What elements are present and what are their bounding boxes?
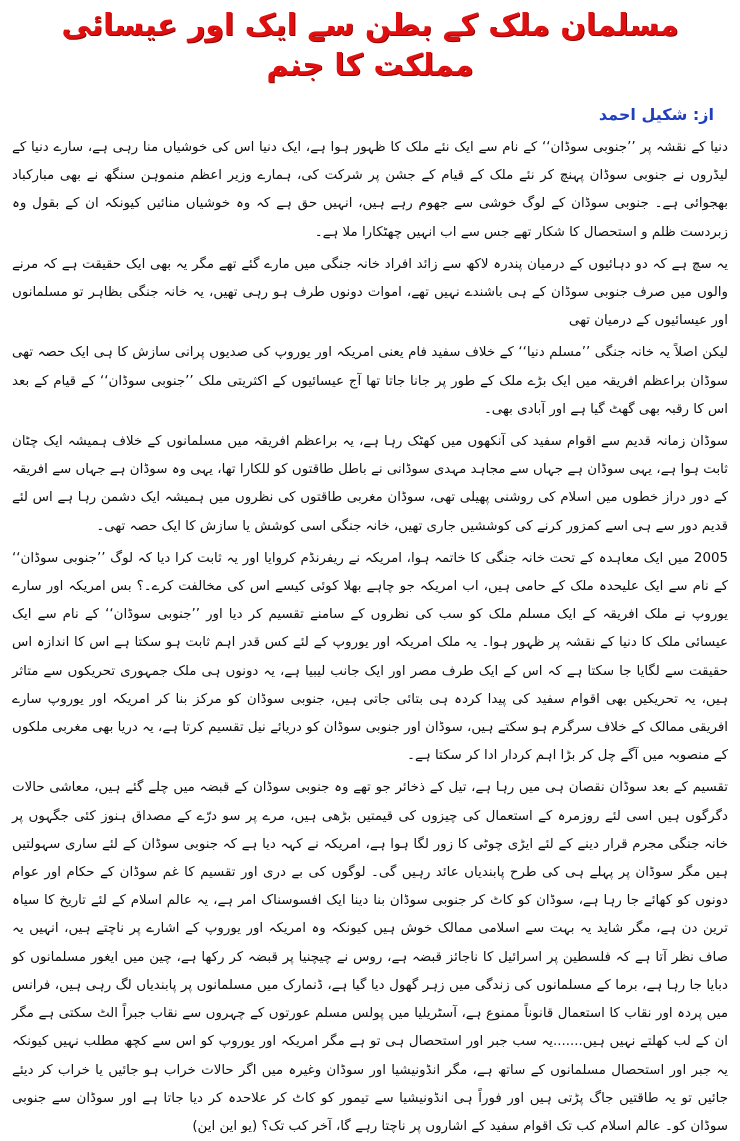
article-title: مسلمان ملک کے بطن سے ایک اور عیسائی مملکت کا جنم — [61, 8, 679, 83]
article-paragraph-5: 2005 میں ایک معاہدہ کے تحت خانہ جنگی کا خاتمہ ہوا، امریکہ نے ریفرنڈم کروایا اور یہ ثابت کرا دیا کہ لوگ ’’جنوبی سوڈان‘‘ کے نام سے ایک علیحدہ ملک کے حامی ہیں، اب امریکہ جو چاہے بھلا کوئی کیسے اس کی مخالفت کرے۔؟ بس امریکہ اور سارے یوروپ نے ملک افریقہ کے ایک مسلم ملک کو سب کی نظروں کے سامنے تقسیم کر دیا اور ’’جنوبی سوڈان‘‘ کے نام سے ایک عیسائی ملک کا دنیا کے نقشہ پر ظہور ہوا۔ یہ ملک امریکہ اور یوروپ کے لئے کس قدر اہم ثابت ہو سکتا ہے اس کا اندازہ اس حقیقت سے لگایا جا سکتا ہے کہ اس کے ایک طرف مصر اور ایک جانب لیبیا ہے، یہ دونوں ہی ملک جمہوری تحریکوں سے متاثر ہیں، یہ تحریکیں بھی اقوام سفید کی پیدا کردہ ہی بتائی جاتی ہیں، جنوبی سوڈان کو مرکز بنا کر امریکہ اور یوروپ سارے افریقی ممالک کے خلاف سرگرم ہو سکتے ہیں، سوڈان اور جنوبی سوڈان کو دریائے نیل تقسیم کرتا ہے، یہ دریا بھی مغربی ملکوں کے منصوبہ میں آگے چل کر بڑا اہم کردار ادا کر سکتا ہے۔ — [12, 550, 728, 764]
article-page — [0, 6, 740, 1134]
article-body — [12, 134, 728, 1141]
article-paragraph-2: یہ سچ ہے کہ دو دہائیوں کے درمیان پندرہ لاکھ سے زائد افراد خانہ جنگی میں مارے گئے تھے مگر یہ بھی ایک حقیقت ہے کہ مرنے والوں میں صرف جنوبی سوڈان کے ہی باشندے نہیں تھے، اموات دونوں طرف ہو رہی تھیں، یہ خانہ جنگی بظاہر تو مسلمانوں اور عیسائیوں کے درمیان تھی — [12, 256, 728, 329]
article-paragraph-6: تقسیم کے بعد سوڈان نقصان ہی میں رہا ہے، تیل کے ذخائر جو تھے وہ جنوبی سوڈان کے قبضہ میں چلے گئے ہیں، معاشی حالات دگرگوں ہیں اسی لئے روزمرہ کے استعمال کی چیزوں کی قیمتیں بڑھی ہیں، مرے پر سو درّے کے مصداق ہنوز کئی جگہوں پر خانہ جنگی مجرم قرار دینے کے لئے ایڑی چوٹی کا زور لگا ہوا ہے، امریکہ نے کہہ دیا ہے کہ جنوبی سوڈان کے لئے ساری سہولتیں ہیں مگر سوڈان پر پہلے ہی کی طرح پابندیاں عائد رہیں گی۔ لوگوں کی بے دری اور تقسیم کا غم سوڈان کے حکام اور عوام دونوں کو کھائے جا رہا ہے، سوڈان کو کاٹ کر جنوبی سوڈان بنا دینا ایک افسوسناک امر ہے، یہ عالم اسلام کے لئے تاریخ کا سیاہ ترین دن ہے، مگر شاید یہ بہت سے اسلامی ممالک خوش ہیں کیونکہ وہ امریکہ اور یوروپ کے اشارے پر ناچتے ہیں، انہیں یہ صاف نظر آتا ہے کہ فلسطین پر اسرائیل کا ناجائز قبضہ ہے، روس نے چیچنیا پر قبضہ کر رکھا ہے، چین میں ایغور مسلمانوں کو دبایا جا رہا ہے، برما کے مسلمانوں کی زندگی میں زہر گھول دیا گیا ہے، ڈنمارک میں مسلمانوں پر پابندیاں لگ رہی ہیں، فرانس میں پردہ اور نقاب کا استعمال قانوناً ممنوع ہے، آسٹریلیا میں پولس مسلم عورتوں کے چہروں سے نقاب جبراً الٹ سکتی ہے مگر ان کے لب کھلتے نہیں ہیں.......یہ سب جبر اور استحصال ہی تو ہے مگر امریکہ اور یوروپ کو اس سے کچھ مطلب نہیں کیونکہ یہ جبر اور استحصال مسلمانوں کے ساتھ ہے، مگر انڈونیشیا اور سوڈان وغیرہ میں اگر حالات خراب ہو جائیں یا خراب کر دیئے جائیں تو یہ طاقتیں جاگ پڑتی ہیں اور فوراً ہی انڈونیشیا سے تیمور کو کاٹ کر علاحدہ کر دیا جاتا ہے اور سوڈان سے جنوبی سوڈان کو۔ عالم اسلام کب تک اقوام سفید کے اشاروں پر ناچتا رہے گا، آخر کب تک؟ (یو این این) — [12, 780, 728, 1134]
article-paragraph-3: لیکن اصلاً یہ خانہ جنگی ’’مسلم دنیا‘‘ کے خلاف سفید فام یعنی امریکہ اور یوروپ کی صدیوں پرانی سازش کا ہی ایک حصہ تھی سوڈان براعظم افریقہ میں ایک بڑے ملک کے طور پر جانا جاتا تھا آج عیسائیوں کے اکثریتی ملک ’’جنوبی سوڈان‘‘ کے قیام کے بعد اس کا رقبہ بھی گھٹ گیا ہے اور آبادی بھی۔ — [12, 345, 728, 417]
article-paragraph-4: سوڈان زمانہ قدیم سے اقوام سفید کی آنکھوں میں کھٹک رہا ہے، یہ براعظم افریقہ میں مسلمانوں کے خلاف ہمیشہ ایک چٹان ثابت ہوا ہے، یہی سوڈان ہے جہاں سے مجاہد مہدی سوڈانی نے باطل طاقتوں کو للکارا تھا، یہی وہ سوڈان ہے جہاں سے افریقہ کے دور دراز خطوں میں اسلام کی روشنی پھیلی تھی، سوڈان مغربی طاقتوں کی نظروں میں ہمیشہ ایک دشمن رہا ہے اس لئے قدیم دور سے ہی اسے کمزور کرنے کی کوششیں جاری تھیں، خانہ جنگی اسی کوشش یا سازش کا ایک حصہ تھی۔ — [12, 434, 728, 534]
article-paragraph-1: دنیا کے نقشہ پر ’’جنوبی سوڈان‘‘ کے نام سے ایک نئے ملک کا ظہور ہوا ہے، ایک دنیا اس کی خوشیاں منا رہی ہے، سارے دنیا کے لیڈروں نے جنوبی سوڈان پہنچ کر نئے ملک کے قیام کے جشن پر شرکت کی، ہمارے وزیر اعظم منموہن سنگھ نے بھی مبارکباد بھجوائی ہے۔ جنوبی سوڈان کے لوگ خوشی سے جھوم رہے ہیں، انہیں حق ہے کہ وہ خوشیاں منائیں کیونکہ ان کے بقول وہ زبردست ظلم و استحصال کا شکار تھے جس سے اب انہیں چھٹکارا ملا ہے۔ — [12, 140, 728, 240]
article-byline: از: شکیل احمد — [598, 105, 714, 124]
